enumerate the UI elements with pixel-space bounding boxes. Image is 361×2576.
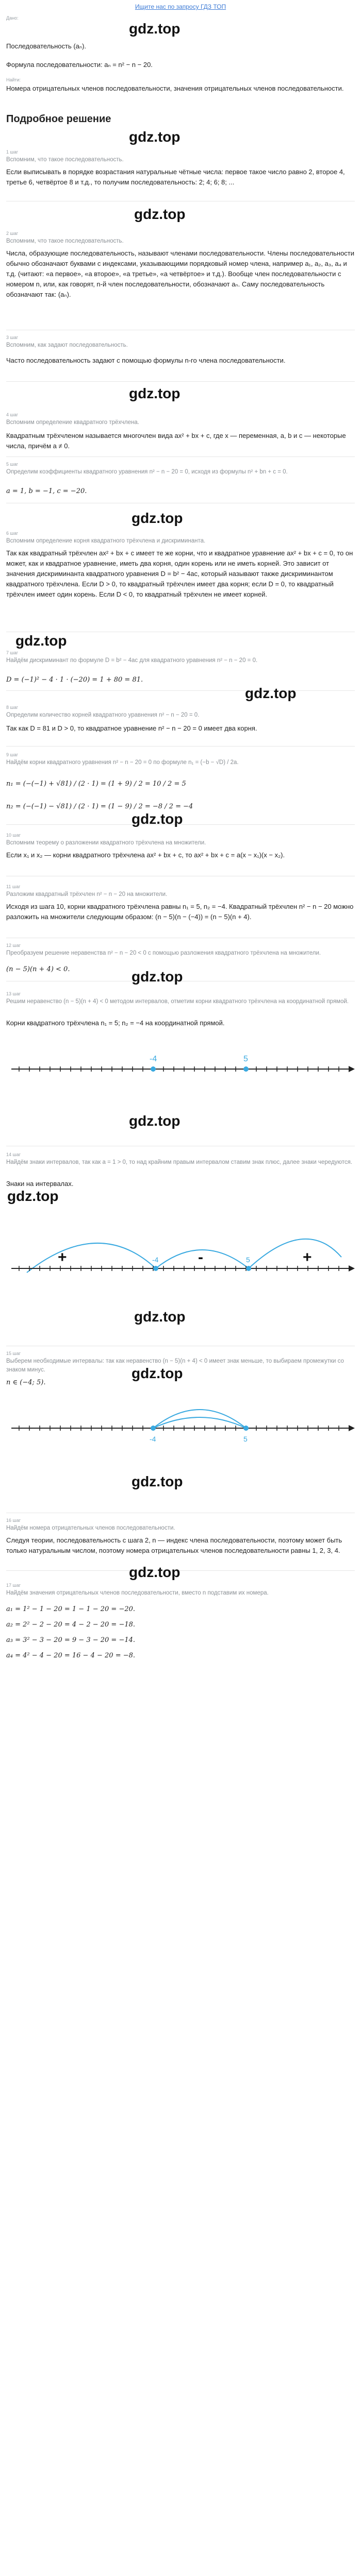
step-heading: Вспомним, что такое последовательность.: [6, 157, 124, 163]
sign-plus: +: [303, 1249, 312, 1266]
given-label: Дано:: [6, 15, 19, 21]
step-heading: Найдём значения отрицательных членов последовательности, вместо n подставим их номера.: [6, 1590, 269, 1596]
root-label: -4: [150, 1435, 156, 1443]
step-heading: Найдём корни квадратного уравнения n² − n − 20 = 0 по формуле n₁ = (−b − √D) / 2a.: [6, 759, 239, 766]
step-heading: Вспомним, как задают последовательность.: [6, 342, 128, 348]
step-label: 2 шаг: [6, 231, 19, 236]
step-body: Следуя теории, последовательность с шага 2, n — индекс члена последовательности, поэтому может быть только натуральным числом, поэтому номера отрицательных членов последовательности равны 1, 2, 3, 4.: [6, 1536, 342, 1554]
step-label: 7 шаг: [6, 650, 19, 655]
step-body: Так как квадратный трёхчлен ax² + bx + c имеет те же корни, что и квадратное уравнение ax² + bx + c = 0, то он может, как и квадратное уравнение, иметь два корня, один корень или не иметь корней. Это зависит от значения дискриминанта квадратного уравнения D = b² − 4ac, который называют также дискриминантом квадратного трёхчлена. Если D > 0, то квадратный трёхчлен имеет два корня; если D = 0, то квадратный трёхчлен имеет один корень. Если D < 0, то квадратный трёхчлен не имеет корней.: [6, 549, 353, 598]
divider: [6, 381, 355, 382]
watermark: gdz.top: [134, 206, 186, 222]
step-body: Если выписывать в порядке возрастания натуральные чётные числа: первое такое число равно 2, второе 4, третье 6, четвёртое 8 и т.д., то получим последовательность: 2; 4; 6; 8; ...: [6, 168, 345, 186]
axis-arrow: [349, 1066, 355, 1072]
term-a3: a₃ = 3² − 3 − 20 = 9 − 3 − 20 = −14.: [6, 1636, 136, 1644]
divider: [6, 746, 355, 747]
watermark: gdz.top: [132, 1473, 183, 1489]
interval-arc: [153, 1410, 246, 1428]
root-point: [243, 1426, 249, 1431]
step-label: 12 шаг: [6, 943, 21, 948]
root-label: -4: [152, 1256, 159, 1264]
step-heading: Найдём номера отрицательных членов последовательности.: [6, 1525, 175, 1531]
watermark: gdz.top: [132, 510, 183, 526]
step-label: 6 шаг: [6, 531, 19, 536]
step-heading: Определим коэффициенты квадратного уравнения n² − n − 20 = 0, исходя из формулы n² + bn + c = 0.: [6, 469, 288, 475]
watermark: gdz.top: [129, 1113, 180, 1129]
number-line-selected: [6, 1391, 355, 1448]
step-label: 13 шаг: [6, 991, 21, 996]
step-label: 11 шаг: [6, 884, 21, 889]
watermark: gdz.top: [129, 1564, 180, 1580]
step-label: 14 шаг: [6, 1152, 21, 1157]
divider: [6, 1570, 355, 1571]
step-body: Корни квадратного трёхчлена n₁ = 5; n₂ = −4 на координатной прямой.: [6, 1019, 225, 1027]
solution-interval: n ∈ (−4; 5).: [6, 1379, 46, 1386]
step-label: 8 шаг: [6, 705, 19, 710]
watermark: gdz.top: [132, 969, 183, 985]
root-n2: n₂ = (−(−1) − √81) / (2 · 1) = (1 − 9) / 2 = −8 / 2 = −4: [6, 803, 193, 810]
watermark: gdz.top: [245, 685, 297, 701]
divider: [6, 690, 355, 691]
root-point: [151, 1426, 156, 1431]
divider: [6, 456, 355, 457]
step-label: 16 шаг: [6, 1518, 21, 1523]
step-heading: Разложим квадратный трёхчлен n² − n − 20 на множители.: [6, 891, 168, 897]
root-point: [243, 1066, 249, 1072]
step-label: 9 шаг: [6, 752, 19, 757]
watermark: gdz.top: [132, 811, 183, 827]
step-heading: Найдём знаки интервалов, так как a = 1 > 0, то над крайним правым интервалом ставим знак плюс, далее знаки чередуются.: [6, 1159, 353, 1165]
step-label: 3 шаг: [6, 335, 19, 340]
step-body: Числа, образующие последовательность, называют членами последовательности. Члены последовательности обычно обозначают буквами с индексами, указывающими порядковый номер члена, например a₁, a₂, a₃, a₄ и т.д. (читают: «a первое», «a второе», «a третье», «a четвёртое» и т.д.). Вообще член последовательности с номером n, или, как говорят, n-й член последовательности, обозначают aₙ. Саму последовательность обозначают так: (aₙ).: [6, 249, 355, 298]
step-body: Квадратным трёхчленом называется многочлен вида ax² + bx + c, где x — переменная, a, b и c — некоторые числа, причём a ≠ 0.: [6, 432, 346, 450]
step-label: 4 шаг: [6, 412, 19, 417]
step-heading: Вспомним теорему о разложении квадратного трёхчлена на множители.: [6, 840, 206, 846]
step-body: Исходя из шага 10, корни квадратного трёхчлена равны n₁ = 5, n₂ = −4. Квадратный трёхчлен n² − n − 20 можно разложить на множители следующим образом: (n − 5)(n − (−4)) = (n − 5)(n + 4).: [6, 903, 354, 921]
step-label: 1 шаг: [6, 149, 19, 155]
watermark: gdz.top: [129, 129, 180, 145]
root-point: [151, 1066, 156, 1072]
term-a1: a₁ = 1² − 1 − 20 = 1 − 1 − 20 = −20.: [6, 1605, 136, 1613]
step-body: Часто последовательность задают с помощью формулы n-го члена последовательности.: [6, 357, 286, 364]
number-line-signs: [6, 1211, 355, 1288]
step-body: Знаки на интервалах.: [6, 1180, 74, 1188]
watermark: gdz.top: [7, 1188, 59, 1204]
step-heading: Преобразуем решение неравенства n² − n − 20 < 0 с помощью разложения квадратного трёхчлена на множители.: [6, 950, 321, 956]
term-a4: a₄ = 4² − 4 − 20 = 16 − 4 − 20 = −8.: [6, 1652, 136, 1659]
watermark: gdz.top: [129, 21, 180, 37]
root-point: [153, 1266, 158, 1271]
discriminant: D = (−1)² − 4 · 1 · (−20) = 1 + 80 = 81.: [6, 676, 143, 684]
step-heading: Решим неравенство (n − 5)(n + 4) < 0 методом интервалов, отметим корни квадратного трёхчлена на координатной прямой.: [6, 998, 349, 1005]
step-label: 10 шаг: [6, 833, 21, 838]
find-text: Номера отрицательных членов последовательности, значения отрицательных членов последовательности.: [6, 84, 344, 92]
term-a2: a₂ = 2² − 2 − 20 = 4 − 2 − 20 = −18.: [6, 1621, 136, 1629]
step-label: 17 шаг: [6, 1583, 21, 1588]
step-body: Так как D = 81 и D > 0, то квадратное уравнение n² − n − 20 = 0 имеет два корня.: [6, 724, 257, 732]
step-heading: Вспомним, что такое последовательность.: [6, 238, 124, 244]
root-label: -4: [150, 1055, 157, 1063]
step-label: 5 шаг: [6, 462, 19, 467]
inequality: (n − 5)(n + 4) < 0.: [6, 965, 70, 973]
step-heading: Определим количество корней квадратного уравнения n² − n − 20 = 0.: [6, 712, 200, 718]
step-heading: Найдём дискриминант по формуле D = b² − 4ac для квадратного уравнения n² − n − 20 = 0.: [6, 657, 258, 664]
root-label: 5: [243, 1435, 248, 1443]
watermark: gdz.top: [132, 1365, 183, 1381]
step-heading: Выберем необходимые интервалы: так как неравенство (n − 5)(n + 4) < 0 имеет знак меньше, то выбираем промежутки со знаком минус.: [6, 1358, 344, 1373]
watermark: gdz.top: [134, 1309, 186, 1325]
search-hint-link[interactable]: Ищите нас по запросу ГДЗ ТОП: [135, 3, 226, 10]
watermark: gdz.top: [15, 633, 67, 649]
root-label: 5: [243, 1055, 248, 1063]
sign-plus: +: [58, 1249, 67, 1266]
interval-arc: [249, 1239, 341, 1268]
step-label: 15 шаг: [6, 1351, 21, 1356]
find-label: Найти:: [6, 77, 21, 82]
root-label: 5: [246, 1256, 250, 1264]
coefficients: a = 1, b = −1, c = −20.: [6, 487, 87, 495]
root-n1: n₁ = (−(−1) + √81) / (2 · 1) = (1 + 9) / 2 = 10 / 2 = 5: [6, 780, 186, 788]
axis-arrow: [349, 1265, 355, 1272]
axis-arrow: [349, 1425, 355, 1431]
number-line-roots: [6, 1041, 355, 1097]
step-heading: Вспомним определение корня квадратного трёхчлена и дискриминанта.: [6, 538, 206, 544]
given-sequence: Последовательность (aₙ).: [6, 42, 87, 50]
step-heading: Вспомним определение квадратного трёхчлена.: [6, 419, 139, 426]
root-point: [246, 1266, 251, 1271]
step-body: Если x₁ и x₂ — корни квадратного трёхчлена ax² + bx + c, то ax² + bx + c = a(x − x₁)(x − x₂).: [6, 851, 285, 859]
solution-title: Подробное решение: [6, 113, 111, 125]
sign-minus: -: [198, 1249, 203, 1266]
given-formula: Формула последовательности: aₙ = n² − n − 20.: [6, 61, 153, 69]
watermark: gdz.top: [129, 385, 180, 401]
